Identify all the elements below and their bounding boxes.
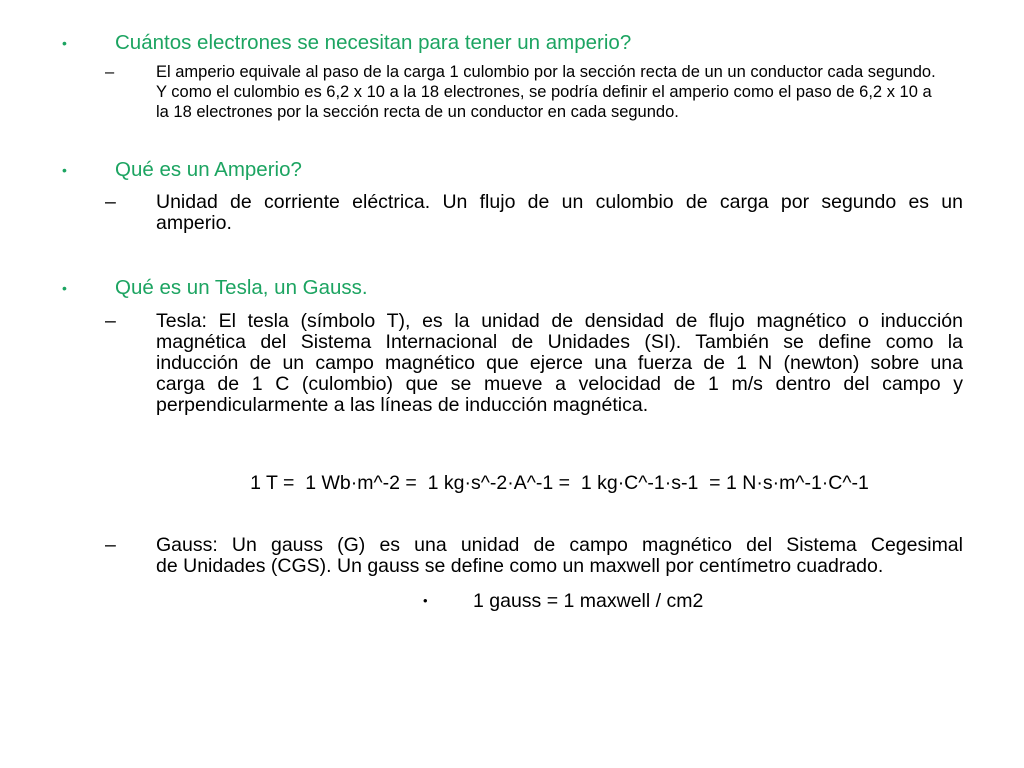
section-3 [62,275,368,301]
text-line: inducción de un campo magnético que ejerce una fuerza de 1 N (newton) sobre una [156,352,963,374]
section-1-paragraph [156,62,963,122]
text-line: perpendicularmente a las líneas de inducción magnética. [156,394,649,416]
text-line: Y como el culombio es 6,2 x 10 a la 18 electrones, se podría definir el amperio como el paso de 6,2 x 10 a [156,83,932,101]
section-1-heading: Cuántos electrones se necesitan para tener un amperio? [115,31,632,54]
dash-icon: – [105,310,116,332]
text-line: El amperio equivale al paso de la carga 1 culombio por la sección recta de un un conductor cada segundo. [156,63,936,81]
section-1 [62,30,631,56]
tesla-paragraph [156,311,963,416]
text-line: carga de 1 C (culombio) que se mueve a velocidad de 1 m/s dentro del campo y [156,373,963,395]
text-line: Gauss: Un gauss (G) es una unidad de campo magnético del Sistema Cegesimal [156,534,963,556]
text-line: la 18 electrones por la sección recta de un conductor en cada segundo. [156,103,679,121]
text-line: de Unidades (CGS). Un gauss se define como un maxwell por centímetro cuadrado. [156,555,884,577]
dash-icon: – [105,63,115,81]
gauss-sub-bullet-row [423,590,703,612]
section-2-paragraph [156,192,963,234]
dash-icon: – [105,191,116,213]
text-line: magnética del Sistema Internacional de Unidades (SI). También se define como la [156,331,963,353]
section-2-heading: Qué es un Amperio? [115,158,302,181]
gauss-paragraph [156,535,963,577]
tesla-paragraph-row [105,311,963,416]
text-line: Unidad de corriente eléctrica. Un flujo de un culombio de carga por segundo es un [156,191,963,213]
text-line: amperio. [156,212,232,234]
tesla-formula-line: 1 T = 1 Wb·m^-2 = 1 kg·s^-2·A^-1 = 1 kg·C^-1·s-1 = 1 N·s·m^-1·C^-1 [250,472,869,494]
section-1-paragraph-row [105,62,963,122]
text-line: Tesla: El tesla (símbolo T), es la unidad de densidad de flujo magnético o inducción [156,310,963,332]
section-2 [62,157,302,183]
bullet-icon: • [62,35,67,51]
bullet-icon: • [62,280,67,296]
dash-icon: – [105,534,116,556]
section-2-paragraph-row [105,192,963,234]
gauss-sub-bullet-text: 1 gauss = 1 maxwell / cm2 [473,590,704,612]
sub-bullet-icon: • [423,593,428,608]
bullet-icon: • [62,162,67,178]
gauss-paragraph-row [105,535,963,577]
section-3-heading: Qué es un Tesla, un Gauss. [115,276,368,299]
